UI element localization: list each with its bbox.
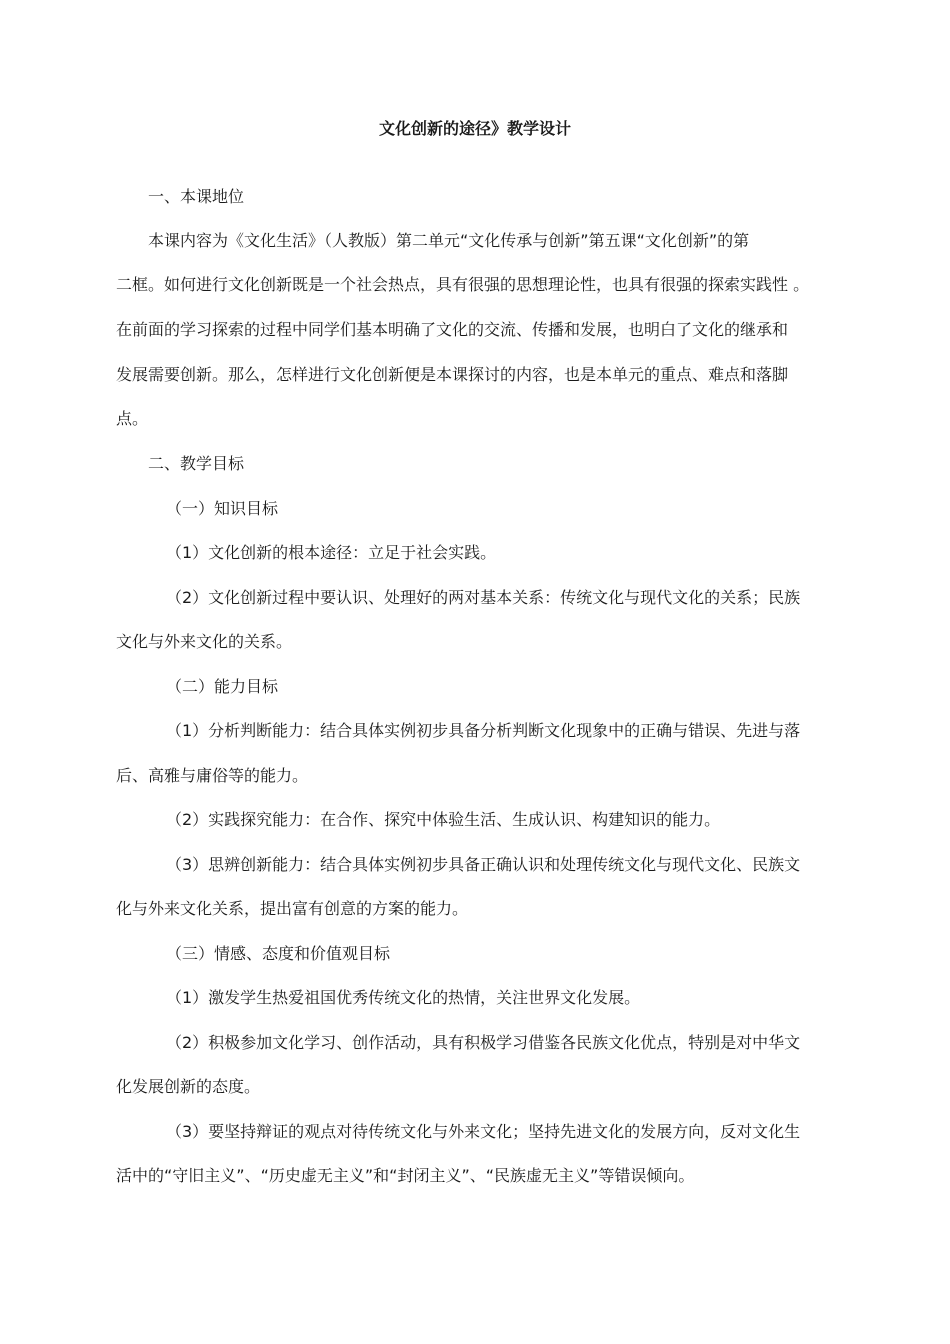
list-item-continuation: 活中的“守旧主义”、“历史虚无主义”和“封闭主义”、“民族虚无主义”等错误倾向。 <box>116 1166 695 1185</box>
list-item: （3）要坚持辩证的观点对待传统文化与外来文化；坚持先进文化的发展方向，反对文化生 <box>166 1122 801 1141</box>
list-item: （2）文化创新过程中要认识、处理好的两对基本关系：传统文化与现代文化的关系；民族 <box>166 588 801 607</box>
list-item: （2）实践探究能力：在合作、探究中体验生活、生成认识、构建知识的能力。 <box>166 810 721 829</box>
subheading-ability-goals: （二）能力目标 <box>166 677 279 696</box>
subheading-emotion-goals: （三）情感、态度和价值观目标 <box>166 944 391 963</box>
paragraph-line: 点。 <box>116 409 149 428</box>
paragraph-line: 发展需要创新。那么，怎样进行文化创新便是本课探讨的内容，也是本单元的重点、难点和落脚 <box>116 365 789 384</box>
list-item: （1）文化创新的根本途径：立足于社会实践。 <box>166 543 497 562</box>
list-item-continuation: 化与外来文化关系，提出富有创意的方案的能力。 <box>116 899 469 918</box>
list-item-continuation: 化发展创新的态度。 <box>116 1077 261 1096</box>
section-heading-course-position: 一、本课地位 <box>148 187 245 206</box>
list-item-continuation: 文化与外来文化的关系。 <box>116 632 293 651</box>
paragraph-line: 本课内容为《文化生活》（人教版）第二单元“文化传承与创新”第五课“文化创新”的第 <box>148 231 750 250</box>
list-item: （3）思辨创新能力：结合具体实例初步具备正确认识和处理传统文化与现代文化、民族文 <box>166 855 801 874</box>
list-item-continuation: 后、高雅与庸俗等的能力。 <box>116 766 309 785</box>
section-heading-teaching-goals: 二、教学目标 <box>148 454 245 473</box>
paragraph-line: 二框。如何进行文化创新既是一个社会热点，具有很强的思想理论性，也具有很强的探索实践性 。 <box>116 275 810 294</box>
list-item: （1）分析判断能力：结合具体实例初步具备分析判断文化现象中的正确与错误、先进与落 <box>166 721 801 740</box>
paragraph-line: 在前面的学习探索的过程中同学们基本明确了文化的交流、传播和发展，也明白了文化的继承和 <box>116 320 789 339</box>
document-title: 文化创新的途径》教学设计 <box>378 119 571 138</box>
list-item: （1）激发学生热爱祖国优秀传统文化的热情，关注世界文化发展。 <box>166 988 641 1007</box>
subheading-knowledge-goals: （一）知识目标 <box>166 499 279 518</box>
list-item: （2）积极参加文化学习、创作活动，具有积极学习借鉴各民族文化优点，特别是对中华文 <box>166 1033 801 1052</box>
